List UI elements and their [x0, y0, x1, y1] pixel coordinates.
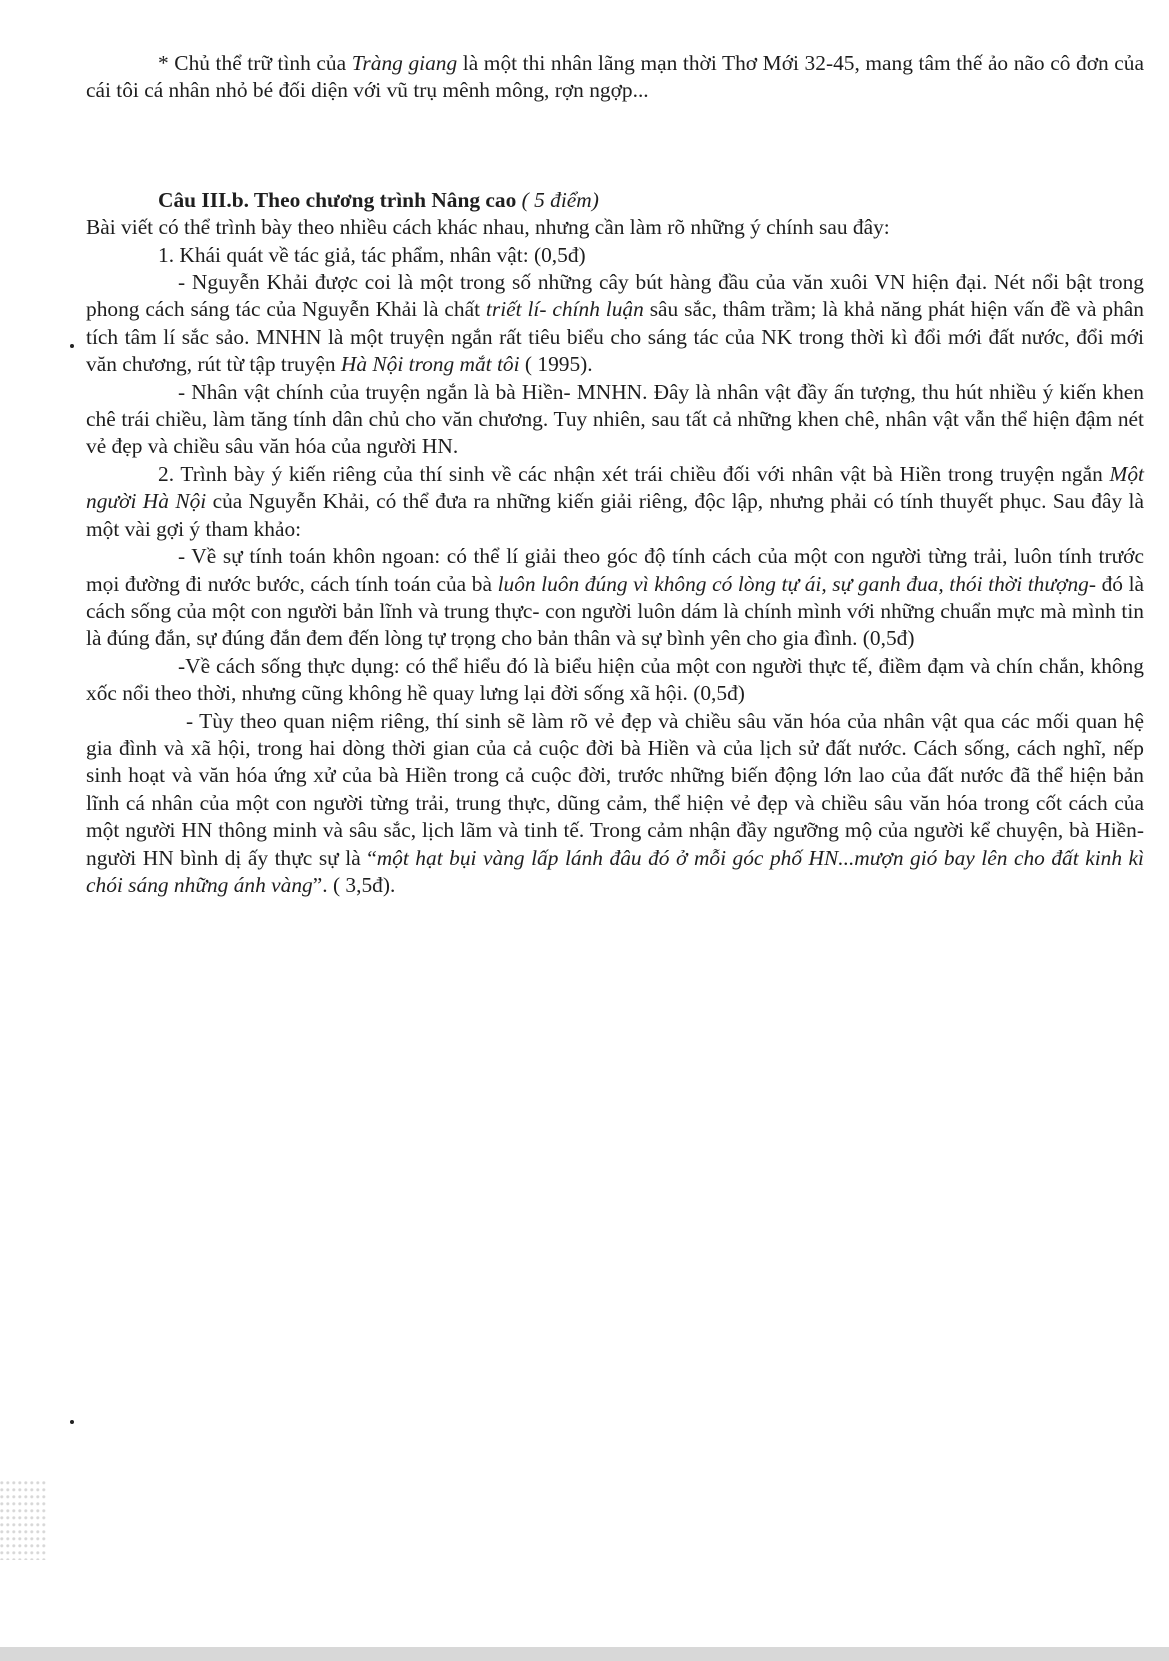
- section-heading-points: ( 5 điểm): [521, 187, 599, 212]
- calculation-text-a: - Về sự tính toán khôn ngoan: có thể lí giải theo góc độ tính cách của một con người từng trải, luôn tính trước mọi đường đi nước bước, cách tính toán của bà: [86, 544, 1144, 596]
- intro-text-start: * Chủ thể trữ tình của: [158, 51, 352, 75]
- author-text-c: ( 1995).: [519, 352, 593, 377]
- final-paragraph: [86, 708, 1144, 900]
- author-paragraph: [86, 269, 1144, 379]
- item-2-paragraph: [86, 461, 1144, 543]
- final-text-a: - Tùy theo quan niệm riêng, thí sinh sẽ làm rõ vẻ đẹp và chiều sâu văn hóa của nhân vật qua các mối quan hệ gia đình và xã hội, trong hai dòng thời gian của cả cuộc đời bà Hiền và của lịch sử đất nước. Cách sống, cách nghĩ, nếp sinh hoạt và văn hóa ứng xử của bà Hiền trong cả cuộc đời, trước những biến động lớn lao của đất nước đã thể hiện bản lĩnh cá nhân của một con người từng trải, trung thực, dũng cảm, thể hiện vẻ đẹp và chiều sâu văn hóa trong cốt cách của một người HN thông minh và sâu sắc, lịch lãm và tinh tế. Trong cảm nhận đầy ngưỡng mộ của người kể chuyện, bà Hiền- người HN bình dị ấy thực sự là “: [86, 708, 1144, 870]
- section-heading-text: Câu III.b. Theo chương trình Nâng cao: [158, 187, 517, 212]
- practical-paragraph: -Về cách sống thực dụng: có thể hiểu đó là biểu hiện của một con người thực tế, điềm đạm và chín chắn, không xốc nổi theo thời, nhưng cũng không hề quay lưng lại đời sống xã hội. (0,5đ): [86, 653, 1144, 706]
- calculation-paragraph: [86, 543, 1144, 653]
- book-title: Hà Nội trong mắt tôi: [340, 352, 520, 377]
- poem-title: Tràng giang: [351, 51, 458, 75]
- character-paragraph: - Nhân vật chính của truyện ngắn là bà Hiền- MNHN. Đây là nhân vật đầy ấn tượng, thu hút nhiều ý kiến khen chê trái chiều, làm tăng tính dân chủ cho văn chương. Tuy nhiên, sau tất cả những khen chê, nhân vật vẫn thể hiện đậm nét vẻ đẹp và chiều sâu văn hóa của người HN.: [86, 379, 1144, 459]
- author-style-italic: triết lí- chính luận: [485, 297, 644, 322]
- intro-text-end: là một thi nhân lãng mạn thời Thơ Mới 32-45, mang tâm thế ảo não cô đơn của cái tôi cá nhân nhỏ bé đối diện với vũ trụ mênh mông, rợn ngợp...: [86, 51, 1144, 103]
- scan-bottom-edge: [0, 1647, 1169, 1661]
- final-text-b: ”. ( 3,5đ).: [312, 872, 396, 897]
- calculation-quote: luôn luôn đúng vì không có lòng tự ái, sự ganh đua, thói thời thượng: [497, 571, 1089, 596]
- item-1-heading: 1. Khái quát về tác giả, tác phẩm, nhân vật: (0,5đ): [158, 242, 586, 267]
- scan-speck: [70, 1420, 74, 1424]
- item-2-text-b: của Nguyễn Khải, có thể đưa ra những kiến giải riêng, độc lập, nhưng phải có tính thuyết phục. Sau đây là một vài gợi ý tham khảo:: [86, 489, 1144, 541]
- scan-noise: [0, 1480, 46, 1560]
- section-lead: Bài viết có thể trình bày theo nhiều cách khác nhau, nhưng cần làm rõ những ý chính sau đây:: [86, 215, 890, 240]
- author-text-b: sâu sắc, thâm trầm; là khả năng phát hiện vấn đề và phân tích tâm lí sắc sảo. MNHN là một truyện ngắn rất tiêu biểu cho sáng tác của NK trong thời kì đổi mới đất nước, đổi mới văn chương, rút từ tập truyện: [86, 297, 1144, 377]
- section-heading: [86, 187, 1144, 214]
- intro-paragraph: [86, 50, 1144, 105]
- author-text-a: - Nguyễn Khải được coi là một trong số những cây bút hàng đầu của văn xuôi VN hiện đại. Nét nổi bật trong phong cách sáng tác của Nguyễn Khải là chất: [86, 270, 1144, 322]
- calculation-text-b: - đó là cách sống của một con người bản lĩnh và trung thực- con người luôn dám là chính mình với những chuẩn mực mà mình tin là đúng đắn, sự đúng đắn đem đến lòng tự trọng cho bản thân và sự bình yên cho gia đình. (0,5đ): [86, 571, 1145, 651]
- story-title: Một người Hà Nội: [86, 461, 1144, 514]
- item-2-text-a: 2. Trình bày ý kiến riêng của thí sinh về các nhận xét trái chiều đối với nhân vật bà Hiền trong truyện ngắn: [158, 461, 1110, 486]
- scan-speck: [70, 344, 74, 348]
- document-page: [86, 50, 1144, 899]
- final-quote: một hạt bụi vàng lấp lánh đâu đó ở mỗi góc phố HN...mượn gió bay lên cho đất kinh kì chói sáng những ánh vàng: [86, 845, 1144, 897]
